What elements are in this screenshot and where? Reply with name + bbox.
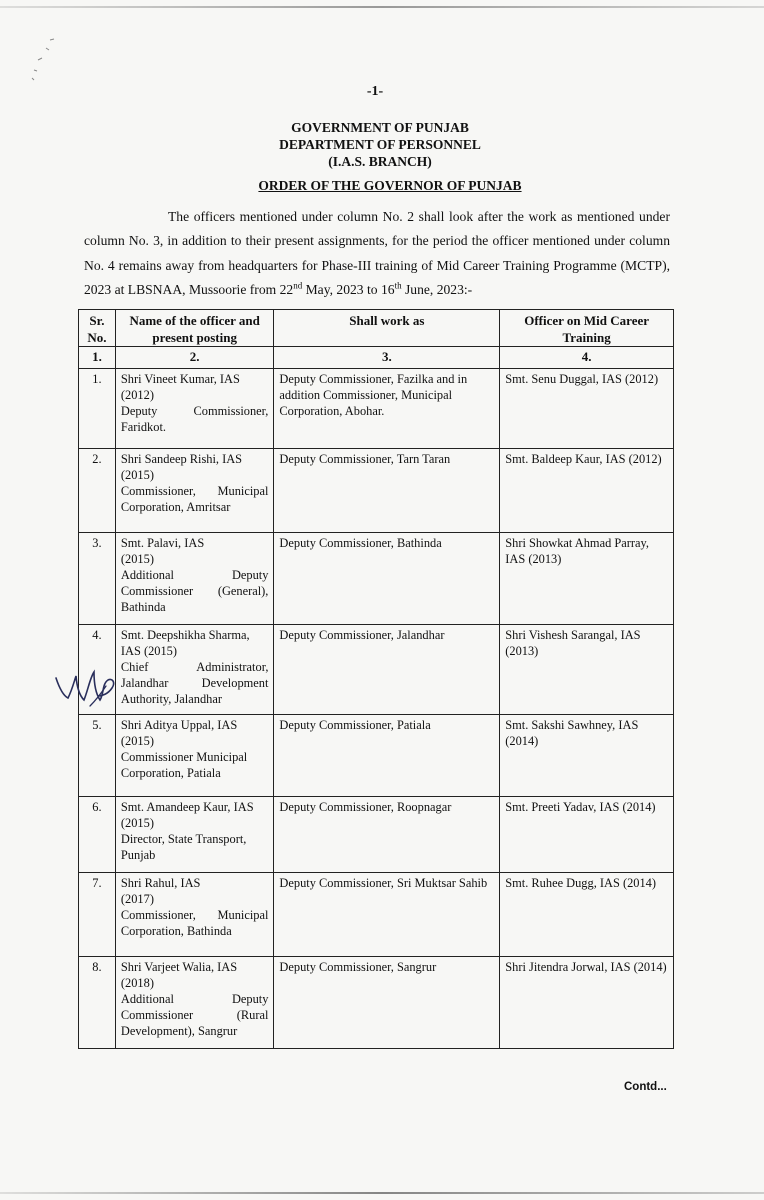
officer-name: Shri Rahul, IAS <box>120 876 201 890</box>
row-officer-posting <box>115 873 274 957</box>
row-officer-on-training: Smt. Ruhee Dugg, IAS (2014) <box>500 873 674 957</box>
handwritten-signature <box>50 660 130 710</box>
header-officer-on-training: Officer on Mid Career Training <box>500 310 674 347</box>
table-row <box>79 625 674 715</box>
row-shall-work-as: Deputy Commissioner, Sri Muktsar Sahib <box>274 873 500 957</box>
officer-posting: Chief Administrator, Jalandhar Development Authority, Jalandhar <box>120 660 269 706</box>
row-shall-work-as: Deputy Commissioner, Tarn Taran <box>274 449 500 533</box>
row-officer-posting <box>115 797 274 873</box>
row-officer-posting <box>115 625 274 715</box>
table-row <box>79 533 674 625</box>
table-row <box>79 715 674 797</box>
row-officer-on-training: Smt. Senu Duggal, IAS (2012) <box>500 369 674 449</box>
header-officer-name: Name of the officer and present posting <box>115 310 274 347</box>
intro-text-part3: June, 2023:- <box>401 281 473 297</box>
top-edge-rule <box>0 6 764 8</box>
table-row <box>79 449 674 533</box>
row-shall-work-as: Deputy Commissioner, Sangrur <box>274 957 500 1049</box>
row-sr-no: 3. <box>79 533 116 625</box>
officer-name: Smt. Deepshikha Sharma, IAS (2015) <box>120 628 250 658</box>
column-number: 2. <box>115 347 274 369</box>
officer-name: Shri Sandeep Rishi, IAS <box>120 452 243 466</box>
column-number: 1. <box>79 347 116 369</box>
table-row <box>79 797 674 873</box>
header-sr-no: Sr. No. <box>79 310 116 347</box>
row-officer-on-training: Smt. Baldeep Kaur, IAS (2012) <box>500 449 674 533</box>
order-title: ORDER OF THE GOVERNOR OF PUNJAB <box>258 178 522 193</box>
intro-text-part2: May, 2023 to 16 <box>302 281 395 297</box>
row-sr-no: 2. <box>79 449 116 533</box>
row-officer-on-training: Shri Showkat Ahmad Parray, IAS (2013) <box>500 533 674 625</box>
table-row <box>79 873 674 957</box>
row-officer-on-training: Shri Vishesh Sarangal, IAS (2013) <box>500 625 674 715</box>
officer-posting: Commissioner, Municipal Corporation, Amritsar <box>120 484 269 514</box>
header-shall-work-as: Shall work as <box>274 310 500 347</box>
table-row <box>79 957 674 1049</box>
intro-sup-1: nd <box>293 280 303 291</box>
officer-batch: (2012) <box>120 388 154 402</box>
officer-batch: (2017) <box>120 892 154 906</box>
officer-name: Smt. Palavi, IAS <box>120 536 205 550</box>
table-row <box>79 369 674 449</box>
row-officer-on-training: Smt. Preeti Yadav, IAS (2014) <box>500 797 674 873</box>
row-sr-no: 4. <box>79 625 116 715</box>
intro-text-part1: The officers mentioned under column No. 2 shall look after the work as mentioned under column No. 3, in addition to their present assignments, for the period the officer mentioned under column No. 4 remains away from headquarters for Phase-III training of Mid Career Training Programme (MCTP), 2023 at LBSNAA, Mussoorie from 22 <box>84 209 670 297</box>
row-officer-posting <box>115 449 274 533</box>
officer-name: Smt. Amandeep Kaur, IAS <box>120 800 254 814</box>
heading-branch: (I.A.S. BRANCH) <box>328 154 432 169</box>
row-sr-no: 6. <box>79 797 116 873</box>
row-shall-work-as: Deputy Commissioner, Bathinda <box>274 533 500 625</box>
row-officer-posting <box>115 957 274 1049</box>
officer-posting: Deputy Commissioner, Faridkot. <box>120 404 269 434</box>
officer-name: Shri Aditya Uppal, IAS <box>120 718 238 732</box>
row-shall-work-as: Deputy Commissioner, Fazilka and in addition Commissioner, Municipal Corporation, Abohar. <box>274 369 500 449</box>
bottom-edge-rule <box>0 1192 764 1194</box>
continued-label: Contd... <box>624 1081 667 1093</box>
row-officer-on-training: Shri Jitendra Jorwal, IAS (2014) <box>500 957 674 1049</box>
intro-paragraph <box>84 205 670 302</box>
column-number: 3. <box>274 347 500 369</box>
officer-posting: Additional Deputy Commissioner (Rural Development), Sangrur <box>120 992 269 1038</box>
column-number: 4. <box>500 347 674 369</box>
row-officer-on-training: Smt. Sakshi Sawhney, IAS (2014) <box>500 715 674 797</box>
officer-name: Shri Varjeet Walia, IAS <box>120 960 238 974</box>
page-number: -1- <box>366 84 384 99</box>
intro-sup-2: th <box>394 280 402 291</box>
heading-government: GOVERNMENT OF PUNJAB <box>291 120 469 135</box>
row-sr-no: 1. <box>79 369 116 449</box>
officer-batch: (2018) <box>120 976 154 990</box>
officer-posting: Director, State Transport, Punjab <box>120 832 247 862</box>
officer-posting: Commissioner Municipal Corporation, Patiala <box>120 750 248 780</box>
row-sr-no: 7. <box>79 873 116 957</box>
row-sr-no: 8. <box>79 957 116 1049</box>
officer-posting: Commissioner, Municipal Corporation, Bathinda <box>120 908 269 938</box>
officer-batch: (2015) <box>120 816 154 830</box>
heading-department: DEPARTMENT OF PERSONNEL <box>279 137 481 152</box>
row-shall-work-as: Deputy Commissioner, Jalandhar <box>274 625 500 715</box>
row-shall-work-as: Deputy Commissioner, Roopnagar <box>274 797 500 873</box>
row-officer-posting <box>115 369 274 449</box>
row-officer-posting <box>115 533 274 625</box>
officer-batch: (2015) <box>120 468 154 482</box>
officers-table <box>78 309 674 1049</box>
row-sr-no: 5. <box>79 715 116 797</box>
row-shall-work-as: Deputy Commissioner, Patiala <box>274 715 500 797</box>
officer-posting: Additional Deputy Commissioner (General), Bathinda <box>120 568 269 614</box>
officer-batch: (2015) <box>120 552 154 566</box>
row-officer-posting <box>115 715 274 797</box>
officer-batch: (2015) <box>120 734 154 748</box>
margin-scribble <box>28 38 58 88</box>
officer-name: Shri Vineet Kumar, IAS <box>120 372 240 386</box>
